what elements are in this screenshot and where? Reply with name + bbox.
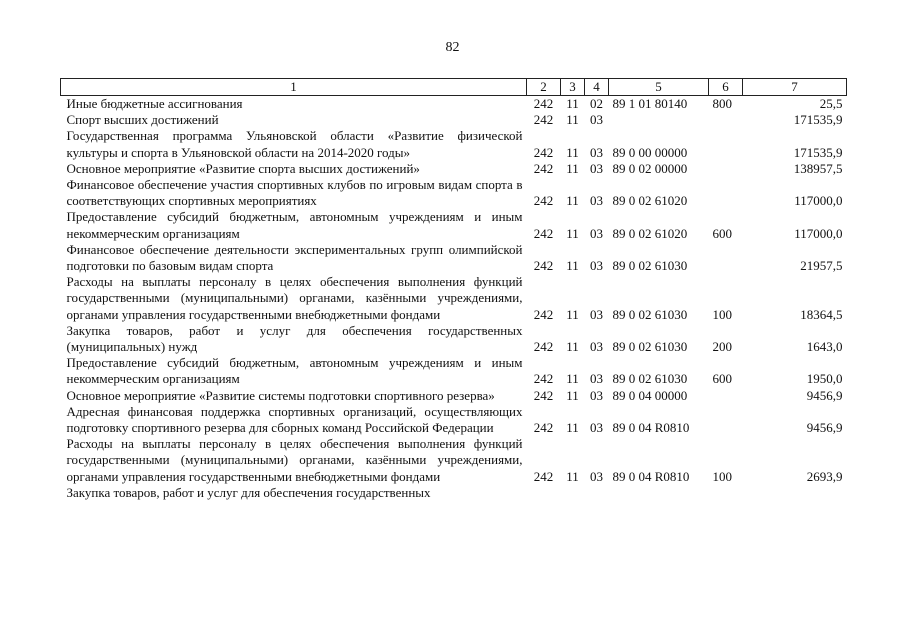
column-header-4: 4	[585, 79, 609, 96]
row-description: Финансовое обеспечение участия спортивных клубов по игровым видам спорта в соответствующих спортивных мероприятиях	[66, 177, 523, 209]
row-target-article: 89 0 02 61020	[612, 193, 688, 209]
row-amount: 1643,0	[806, 339, 843, 355]
row-ministry-code: 242	[533, 112, 554, 128]
row-subsection-code: 03	[590, 160, 603, 176]
row-description: Предоставление субсидий бюджетным, автономным учреждениям и иным некоммерческим организациям	[66, 209, 523, 241]
row-amount: 21957,5	[800, 258, 843, 274]
row-description: Расходы на выплаты персоналу в целях обеспечения выполнения функций государственными (муниципальными) органами, казёнными учреждениями, органами управления государственными внебюджетными фондами	[66, 274, 523, 322]
table-row	[61, 177, 847, 209]
table-row	[61, 355, 847, 387]
row-subsection-code: 03	[590, 468, 603, 484]
row-section-code: 11	[566, 96, 579, 111]
row-section-code: 11	[566, 193, 579, 209]
table-row	[61, 436, 847, 485]
table-row	[61, 323, 847, 355]
row-expense-type	[709, 112, 743, 128]
row-ministry-code: 242	[533, 420, 554, 436]
row-section-code: 11	[566, 144, 579, 160]
column-header-3: 3	[561, 79, 585, 96]
row-section-code: 11	[566, 420, 579, 436]
row-amount	[743, 485, 847, 501]
row-subsection-code: 03	[590, 371, 603, 387]
row-section-code: 11	[566, 306, 579, 322]
column-header-5: 5	[609, 79, 709, 96]
row-subsection-code: 03	[590, 420, 603, 436]
row-subsection-code: 03	[590, 306, 603, 322]
column-header-1: 1	[61, 79, 527, 96]
row-expense-type: 100	[712, 306, 732, 322]
table-body	[61, 96, 847, 502]
row-section-code: 11	[566, 371, 579, 387]
column-header-7: 7	[743, 79, 847, 96]
row-description: Предоставление субсидий бюджетным, автономным учреждениям и иным некоммерческим организациям	[66, 355, 523, 387]
table-row	[61, 485, 847, 501]
row-description: Финансовое обеспечение деятельности экспериментальных групп олимпийской подготовки по базовым видам спорта	[66, 241, 523, 274]
row-subsection-code: 03	[590, 387, 603, 403]
row-expense-type	[709, 485, 743, 501]
row-section-code: 11	[566, 258, 579, 274]
row-description: Государственная программа Ульяновской области «Развитие физической культуры и спорта в Ульяновской области на 2014-2020 годы»	[66, 128, 523, 160]
row-section-code: 11	[566, 387, 579, 403]
column-header-2: 2	[527, 79, 561, 96]
row-ministry-code: 242	[533, 225, 554, 241]
row-ministry-code: 242	[533, 306, 554, 322]
row-amount: 1950,0	[806, 371, 843, 387]
row-expense-type	[709, 177, 743, 209]
row-target-article	[609, 485, 709, 501]
row-amount: 171535,9	[793, 144, 843, 160]
table-row	[61, 112, 847, 128]
table-row	[61, 96, 847, 113]
row-ministry-code: 242	[533, 193, 554, 209]
row-ministry-code: 242	[533, 144, 554, 160]
row-section-code: 11	[566, 112, 579, 128]
row-expense-type: 800	[712, 96, 732, 111]
row-subsection-code: 02	[590, 96, 603, 111]
row-target-article: 89 0 02 61020	[612, 225, 688, 241]
row-target-article: 89 0 02 61030	[612, 339, 688, 355]
row-amount: 9456,9	[806, 387, 843, 403]
row-description: Основное мероприятие «Развитие системы подготовки спортивного резерва»	[66, 387, 495, 403]
table-row	[61, 242, 847, 274]
row-section-code	[561, 485, 585, 501]
row-amount: 117000,0	[794, 193, 843, 209]
row-target-article: 89 0 04 R0810	[612, 420, 690, 436]
row-amount: 138957,5	[793, 160, 843, 176]
table-row	[61, 161, 847, 177]
row-target-article: 89 0 00 00000	[612, 144, 688, 160]
row-target-article: 89 0 02 61030	[612, 306, 688, 322]
row-description: Закупка товаров, работ и услуг для обеспечения государственных (муниципальных) нужд	[66, 322, 523, 355]
row-ministry-code: 242	[533, 160, 554, 176]
row-ministry-code	[527, 485, 561, 501]
row-target-article: 89 0 02 00000	[612, 160, 688, 176]
row-description: Расходы на выплаты персоналу в целях обеспечения выполнения функций государственными (муниципальными) органами, казёнными учреждениями, органами управления государственными внебюджетными фондами	[66, 436, 523, 484]
row-expense-type: 600	[712, 371, 732, 387]
row-amount: 18364,5	[800, 306, 843, 322]
budget-table	[60, 78, 847, 501]
row-description: Основное мероприятие «Развитие спорта высших достижений»	[66, 160, 420, 176]
table-header-row	[61, 79, 847, 96]
column-header-6: 6	[709, 79, 743, 96]
row-section-code: 11	[566, 225, 579, 241]
row-amount: 2693,9	[806, 468, 843, 484]
row-amount: 117000,0	[794, 225, 843, 241]
row-ministry-code: 242	[533, 468, 554, 484]
row-target-article: 89 0 04 R0810	[612, 468, 690, 484]
row-ministry-code: 242	[533, 371, 554, 387]
page-number: 82	[445, 40, 460, 55]
row-expense-type	[709, 242, 743, 274]
table-row	[61, 388, 847, 404]
row-ministry-code: 242	[533, 339, 554, 355]
row-amount: 171535,9	[793, 112, 843, 128]
row-section-code: 11	[566, 339, 579, 355]
row-expense-type	[709, 128, 743, 160]
row-section-code: 11	[566, 160, 579, 176]
row-expense-type: 600	[712, 225, 732, 241]
row-subsection-code: 03	[590, 144, 603, 160]
row-target-article: 89 0 04 00000	[612, 387, 688, 403]
row-description: Спорт высших достижений	[66, 112, 219, 128]
row-expense-type: 200	[712, 339, 732, 355]
row-description: Иные бюджетные ассигнования	[66, 96, 243, 111]
table-row	[61, 404, 847, 436]
row-description: Адресная финансовая поддержка спортивных организаций, осуществляющих подготовку спортивного резерва для сборных команд Российской Федерации	[66, 403, 523, 436]
table-row	[61, 128, 847, 160]
row-target-article: 89 0 02 61030	[612, 371, 688, 387]
row-subsection-code: 03	[590, 225, 603, 241]
row-target-article	[609, 112, 709, 128]
row-section-code: 11	[566, 468, 579, 484]
row-expense-type	[709, 404, 743, 436]
row-target-article: 89 0 02 61030	[612, 258, 688, 274]
row-subsection-code: 03	[590, 258, 603, 274]
table-row	[61, 274, 847, 323]
row-ministry-code: 242	[533, 96, 554, 111]
row-subsection-code: 03	[590, 339, 603, 355]
row-subsection-code	[585, 485, 609, 501]
row-description: Закупка товаров, работ и услуг для обеспечения государственных	[66, 484, 431, 500]
row-expense-type	[709, 161, 743, 177]
row-target-article: 89 1 01 80140	[612, 96, 688, 111]
row-ministry-code: 242	[533, 387, 554, 403]
table-row	[61, 209, 847, 241]
row-amount: 9456,9	[806, 420, 843, 436]
row-subsection-code: 03	[590, 112, 603, 128]
row-subsection-code: 03	[590, 193, 603, 209]
row-expense-type	[709, 388, 743, 404]
row-expense-type: 100	[712, 468, 732, 484]
row-ministry-code: 242	[533, 258, 554, 274]
row-amount: 25,5	[819, 96, 843, 111]
